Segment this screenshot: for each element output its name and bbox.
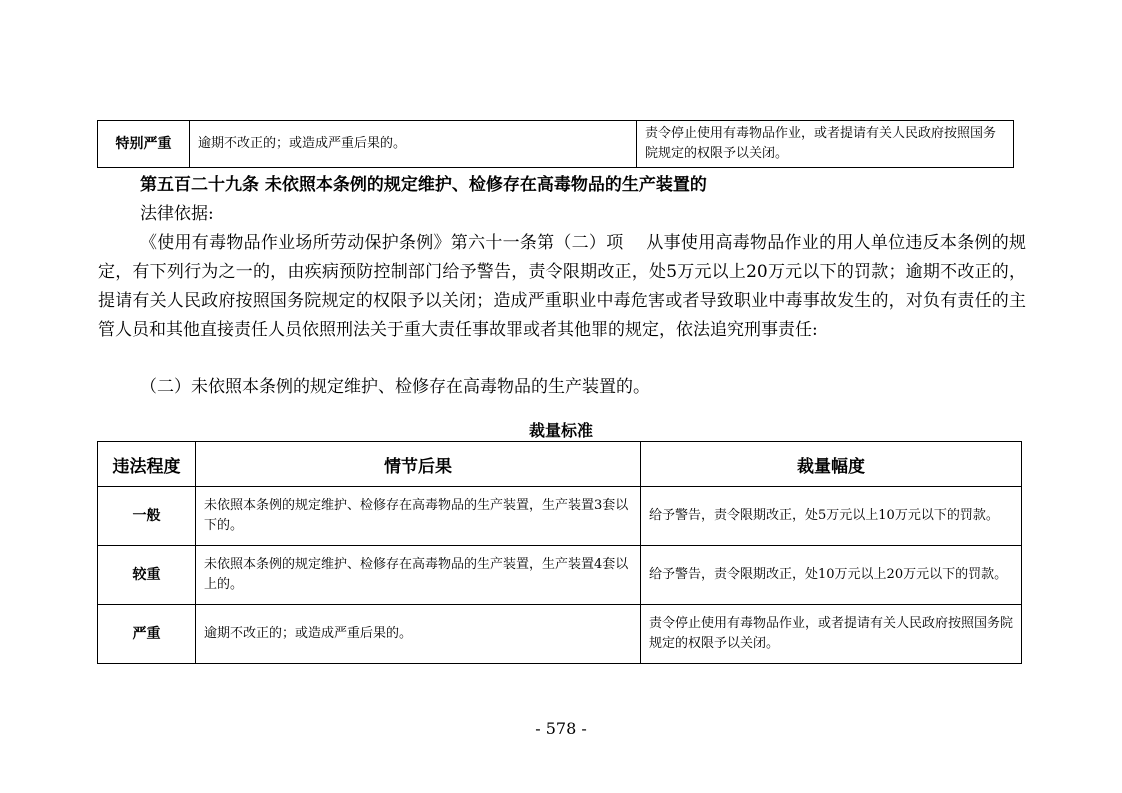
- top-table-continuation: [97, 120, 1014, 168]
- penalty-cell: 给予警告，责令限期改正，处5万元以上10万元以下的罚款。: [641, 487, 1022, 546]
- level-cell: 一般: [98, 487, 196, 546]
- table-row: [98, 487, 1022, 546]
- legal-basis-label: 法律依据:: [140, 204, 214, 224]
- legal-basis-text: 《使用有毒物品作业场所劳动保护条例》第六十一条第（二）项 从事使用高毒物品作业的用人单位违反本条例的规定，有下列行为之一的，由疾病预防控制部门给予警告，责令限期改正，处5万元以上20万元以下的罚款；逾期不改正的，提请有关人民政府按照国务院规定的权限予以关闭；造成严重职业中毒危害或者导致职业中毒事故发生的，对负有责任的主管人员和其他直接责任人员依照刑法关于重大责任事故罪或者其他罪的规定，依法追究刑事责任:: [98, 233, 1026, 340]
- table-header-row: [98, 442, 1022, 487]
- penalty-cell: 责令停止使用有毒物品作业，或者提请有关人民政府按照国务院规定的权限予以关闭。: [637, 121, 1014, 168]
- circumstance-cell: 未依照本条例的规定维护、检修存在高毒物品的生产装置，生产装置3套以下的。: [196, 487, 641, 546]
- item-text: （二）未依照本条例的规定维护、检修存在高毒物品的生产装置的。: [140, 377, 650, 397]
- table-row: [98, 546, 1022, 605]
- discretion-standard-table: [97, 441, 1022, 664]
- page-number: - 578 -: [535, 719, 587, 738]
- penalty-cell: 责令停止使用有毒物品作业，或者提请有关人民政府按照国务院规定的权限予以关闭。: [641, 605, 1022, 664]
- header-level: 违法程度: [98, 442, 196, 487]
- circumstance-cell: 逾期不改正的；或造成严重后果的。: [190, 121, 637, 168]
- level-cell: 较重: [98, 546, 196, 605]
- penalty-cell: 给予警告，责令限期改正，处10万元以上20万元以下的罚款。: [641, 546, 1022, 605]
- header-penalty: 裁量幅度: [641, 442, 1022, 487]
- header-circumstance: 情节后果: [196, 442, 641, 487]
- circumstance-cell: 逾期不改正的；或造成严重后果的。: [196, 605, 641, 664]
- circumstance-cell: 未依照本条例的规定维护、检修存在高毒物品的生产装置，生产装置4套以上的。: [196, 546, 641, 605]
- table-row: [98, 121, 1014, 168]
- standard-table-title: 裁量标准: [528, 421, 593, 440]
- level-cell: 严重: [98, 605, 196, 664]
- level-cell: 特别严重: [98, 121, 190, 168]
- table-row: [98, 605, 1022, 664]
- article-heading: 第五百二十九条 未依照本条例的规定维护、检修存在高毒物品的生产装置的: [140, 175, 707, 195]
